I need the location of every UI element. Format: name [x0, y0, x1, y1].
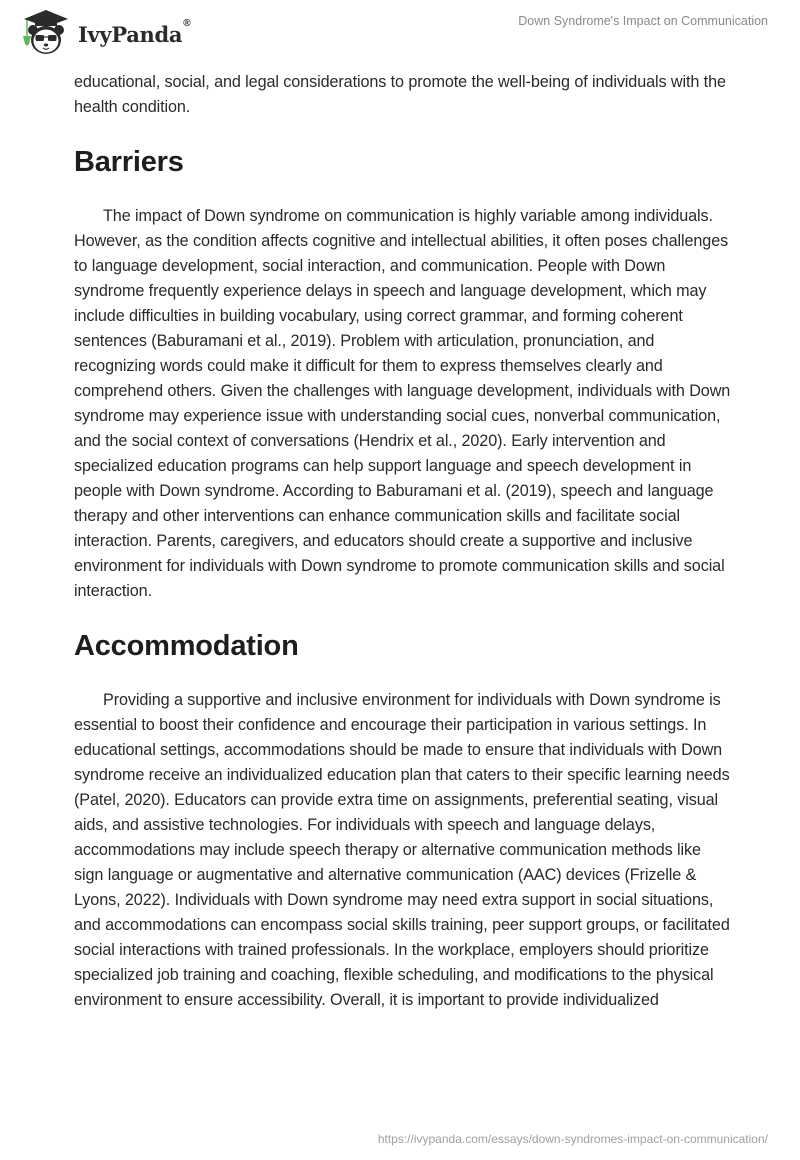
essay-content — [74, 70, 734, 1013]
source-url-link[interactable]: https://ivypanda.com/essays/down-syndromes-impact-on-communication/ — [377, 1132, 768, 1146]
section-heading: Accommodation — [74, 630, 299, 662]
section-paragraph: Providing a supportive and inclusive environment for individuals with Down syndrome is essential to boost their confidence and encourage their participation in various settings. In educational settings, accommodations should be made to ensure that individuals with Down syndrome receive an individualized education plan that caters to their specific learning needs (Patel, 2020). Educators can provide extra time on assignments, preferential seating, visual aids, and assistive technologies. For individuals with speech and language delays, accommodations may include speech therapy or alternative communication methods like sign language or augmentative and alternative communication (AAC) devices (Frizelle & Lyons, 2022). Individuals with Down syndrome may need extra support in social situations, and accommodations can encompass social skills training, peer support groups, or facilitated social interactions with trained professionals. In the workplace, employers should prioritize specialized job training and coaching, flexible scheduling, and modifications to the physical environment to ensure accessibility. Overall, it is important to provide individualized — [74, 691, 730, 1009]
panda-graduate-icon — [18, 8, 74, 56]
section-accommodation — [74, 629, 734, 1013]
intro-paragraph-continuation: educational, social, and legal considerations to promote the well-being of individuals with the health condition. — [74, 73, 726, 116]
registered-mark: ® — [183, 17, 191, 29]
section-heading: Barriers — [74, 146, 184, 178]
section-paragraph: The impact of Down syndrome on communication is highly variable among individuals. However, as the condition affects cognitive and intellectual abilities, it often poses challenges to language development, social interaction, and communication. People with Down syndrome frequently experience delays in speech and language development, which may include difficulties in building vocabulary, using correct grammar, and forming coherent sentences (Baburamani et al., 2019). Problem with articulation, pronunciation, and recognizing words could make it difficult for them to express themselves clearly and comprehend others. Given the challenges with language development, individuals with Down syndrome may experience issue with understanding social cues, nonverbal communication, and the social context of conversations (Hendrix et al., 2020). Early intervention and specialized education programs can help support language and speech development in people with Down syndrome. According to Baburamani et al. (2019), speech and language therapy and other interventions can enhance communication skills and facilitate social interaction. Parents, caregivers, and educators should create a supportive and inclusive environment for individuals with Down syndrome to promote communication skills and social interaction. — [74, 207, 731, 600]
ivypanda-logo[interactable] — [18, 8, 191, 56]
page-title: Down Syndrome's Impact on Communication — [518, 14, 768, 28]
logo-wordmark: IvyPanda — [78, 21, 183, 47]
section-barriers — [74, 145, 734, 604]
page-header — [0, 0, 800, 60]
